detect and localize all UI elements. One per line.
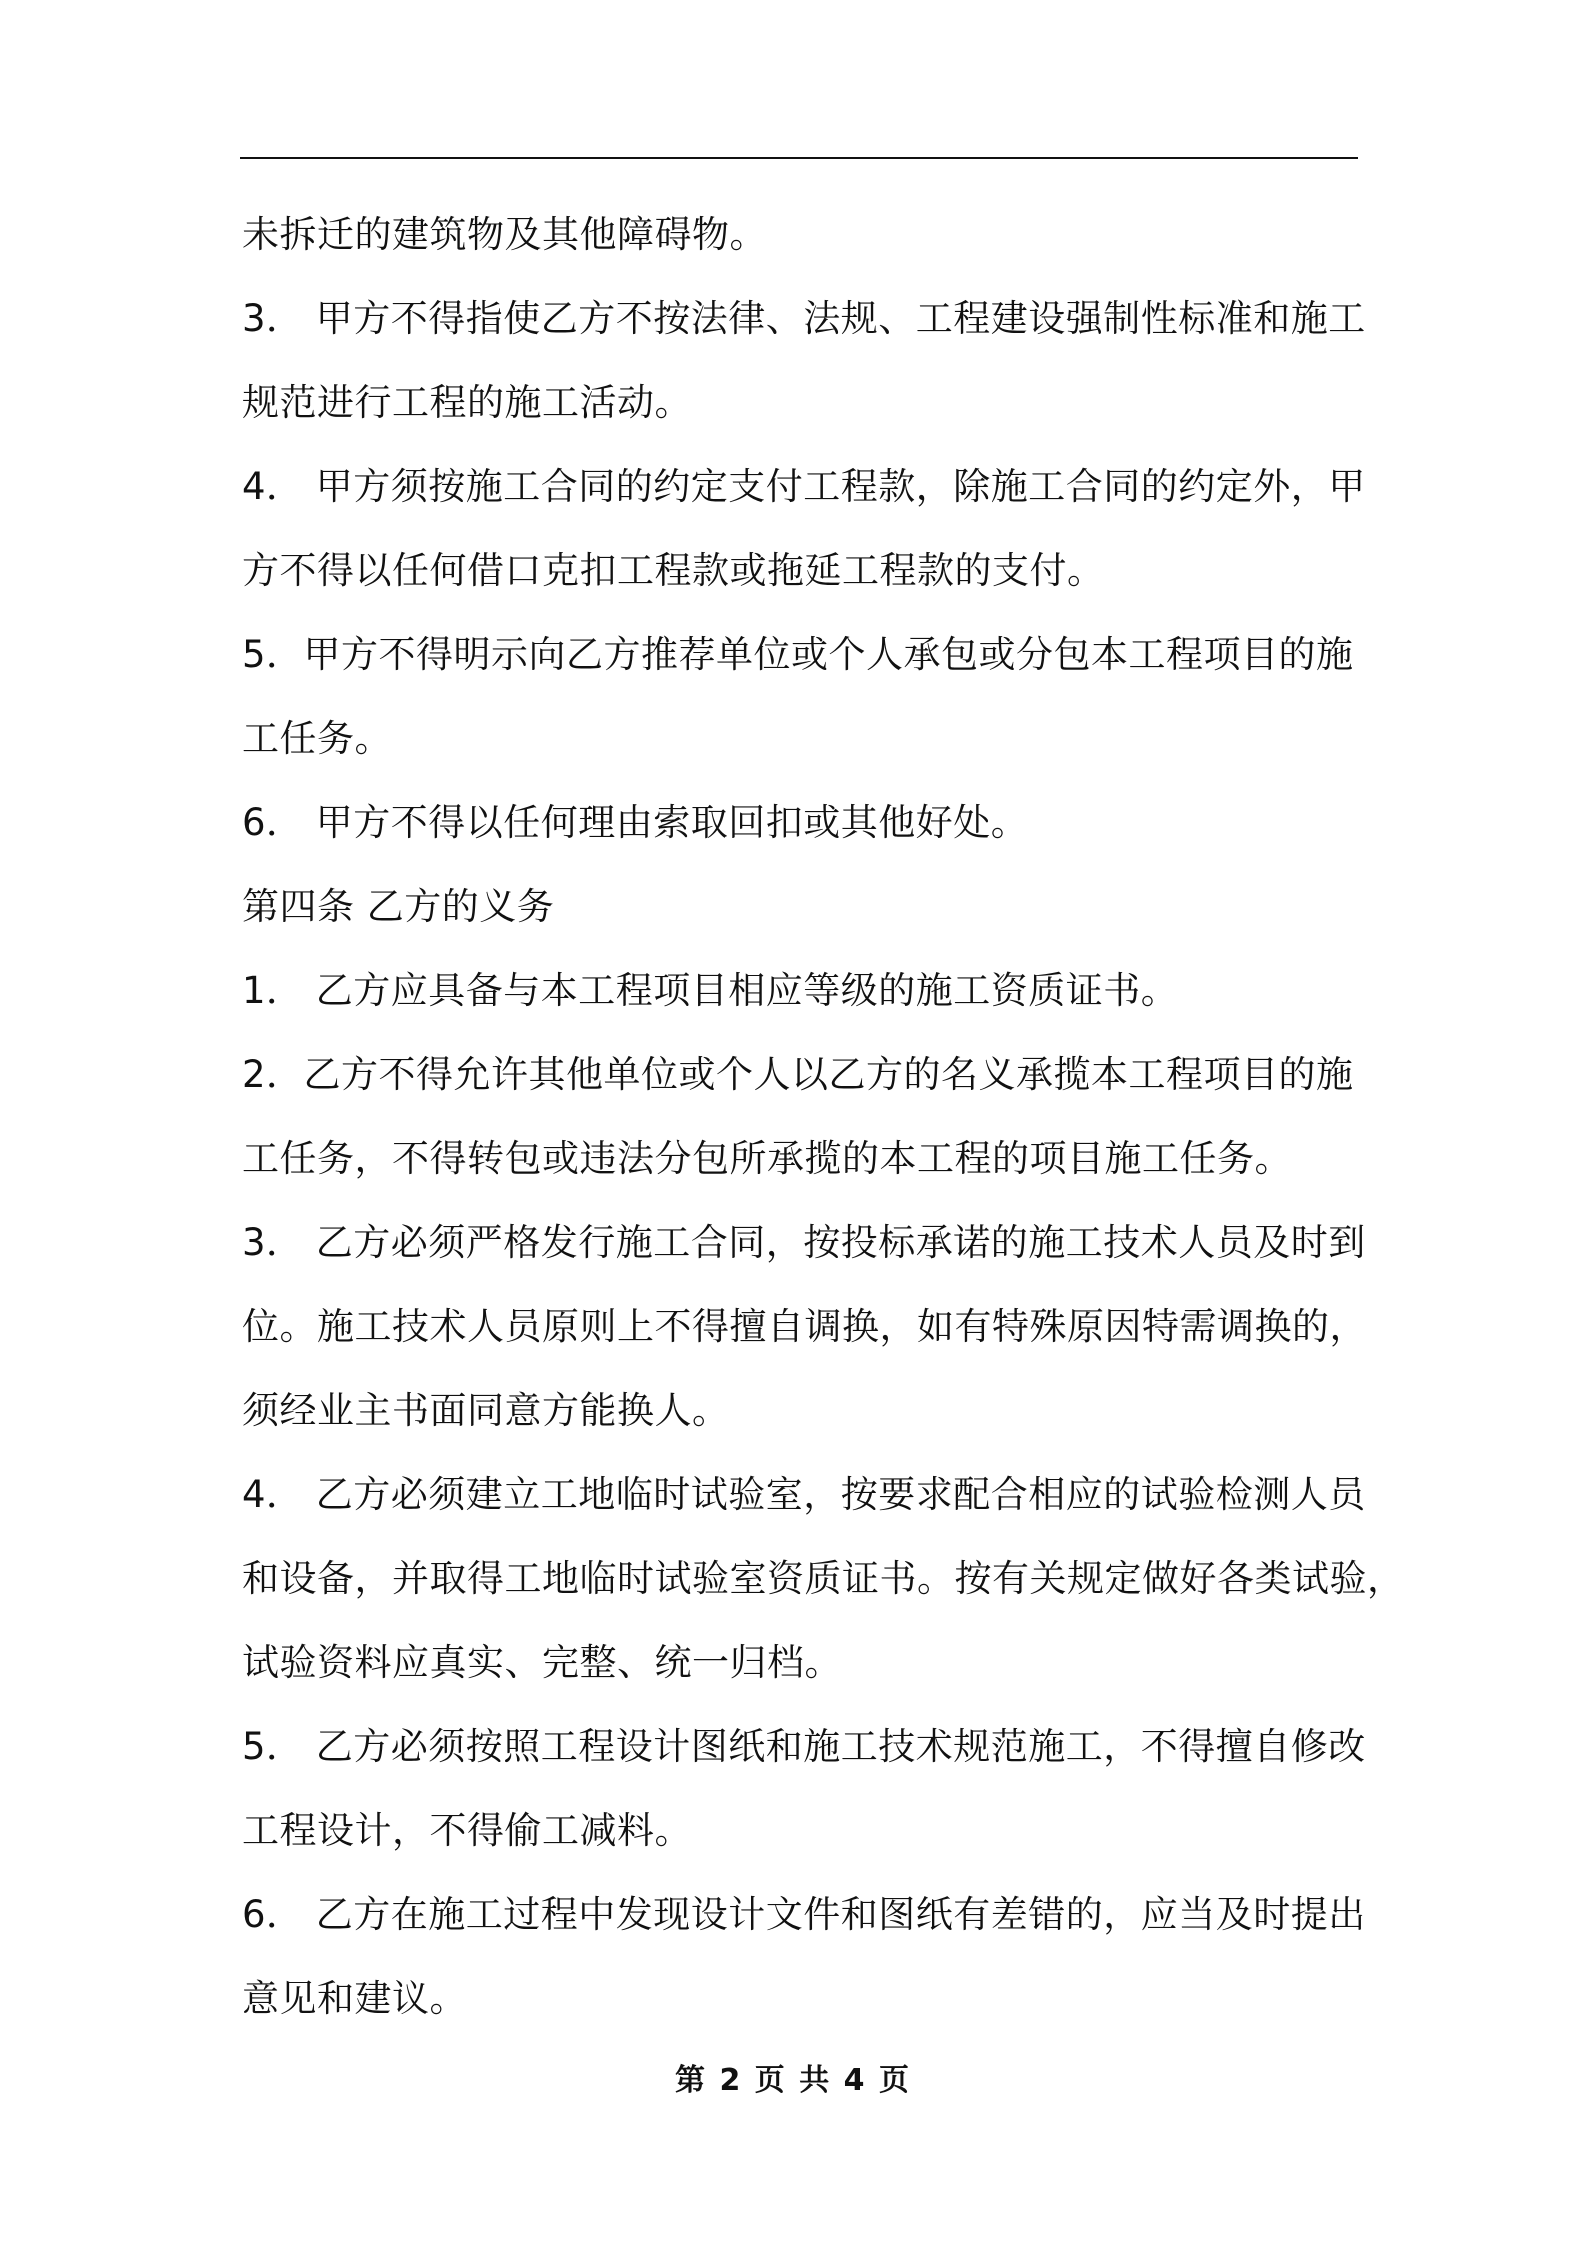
text-line: 意见和建议。 <box>242 1977 467 2020</box>
text-line: 工任务。 <box>242 717 392 760</box>
text-line: 工任务，不得转包或违法分包所承揽的本工程的项目施工任务。 <box>242 1137 1292 1180</box>
text-line: 5． 乙方必须按照工程设计图纸和施工技术规范施工，不得擅自修改 <box>242 1725 1366 1768</box>
text-line: 位。施工技术人员原则上不得擅自调换，如有特殊原因特需调换的， <box>242 1305 1367 1348</box>
text-line: 规范进行工程的施工活动。 <box>242 381 692 424</box>
text-line: 3． 甲方不得指使乙方不按法律、法规、工程建设强制性标准和施工 <box>242 297 1366 340</box>
text-line: 6． 乙方在施工过程中发现设计文件和图纸有差错的，应当及时提出 <box>242 1893 1366 1936</box>
text-line: 未拆迁的建筑物及其他障碍物。 <box>242 213 767 256</box>
text-line: 工程设计，不得偷工减料。 <box>242 1809 692 1852</box>
text-line: 1． 乙方应具备与本工程项目相应等级的施工资质证书。 <box>242 969 1179 1012</box>
page-footer: 第 2 页 共 4 页 <box>675 2063 911 2098</box>
text-line: 4． 甲方须按施工合同的约定支付工程款，除施工合同的约定外，甲 <box>242 465 1366 508</box>
section-heading: 第四条 乙方的义务 <box>242 885 555 928</box>
header-rule <box>240 157 1358 159</box>
text-line: 6． 甲方不得以任何理由索取回扣或其他好处。 <box>242 801 1029 844</box>
text-line: 和设备，并取得工地临时试验室资质证书。按有关规定做好各类试验， <box>242 1557 1405 1600</box>
text-line: 3． 乙方必须严格发行施工合同，按投标承诺的施工技术人员及时到 <box>242 1221 1366 1264</box>
text-line: 2．乙方不得允许其他单位或个人以乙方的名义承揽本工程项目的施 <box>242 1053 1354 1096</box>
text-line: 4． 乙方必须建立工地临时试验室，按要求配合相应的试验检测人员 <box>242 1473 1366 1516</box>
text-line: 试验资料应真实、完整、统一归档。 <box>242 1641 842 1684</box>
text-line: 方不得以任何借口克扣工程款或拖延工程款的支付。 <box>242 549 1105 592</box>
document-body <box>242 193 1405 2041</box>
text-line: 5．甲方不得明示向乙方推荐单位或个人承包或分包本工程项目的施 <box>242 633 1354 676</box>
text-line: 须经业主书面同意方能换人。 <box>242 1389 730 1432</box>
